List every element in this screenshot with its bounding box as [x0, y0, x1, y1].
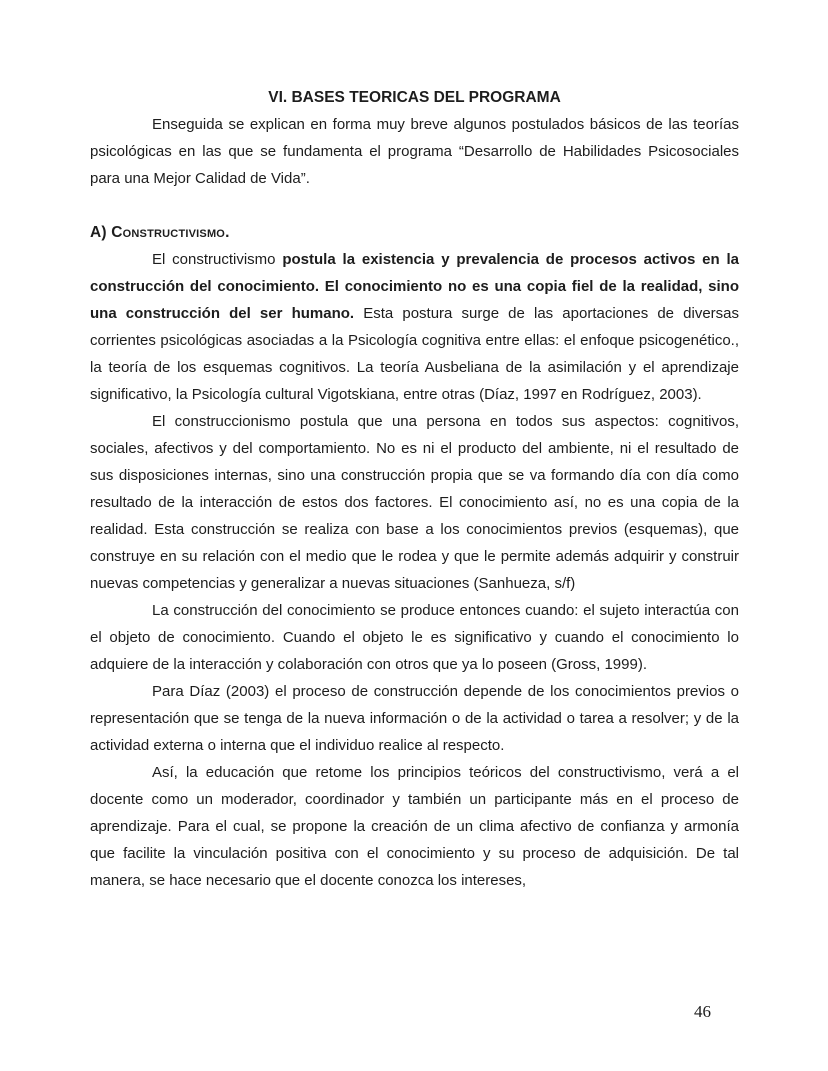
paragraph-5	[90, 678, 739, 759]
page-number: 46	[694, 1002, 711, 1021]
paragraph-6	[90, 759, 739, 894]
body-text: La construcción del conocimiento se produce entonces cuando: el sujeto interactúa con el objeto de conocimiento. Cuando el objeto le es significativo y cuando el conocimiento lo adquiere de la interacción y colaboración con otros que ya lo poseen (Gross, 1999).	[90, 602, 739, 673]
body-text: Para Díaz (2003) el proceso de construcción depende de los conocimientos previos o representación que se tenga de la nueva información o de la actividad o tarea a resolver; y de la actividad externa o interna que el individuo realice al respecto.	[90, 683, 739, 754]
body-text: El construccionismo postula que una persona en todos sus aspectos: cognitivos, sociales, afectivos y del comportamiento. No es ni el producto del ambiente, ni el resultado de sus disposiciones internas, sino una construcción propia que se va formando día con día como resultado de la interacción de estos dos factores. El conocimiento así, no es una copia de la realidad. Esta construcción se realiza con base a los conocimientos previos (esquemas), que construye en su relación con el medio que le rodea y que le permite además adquirir y construir nuevas competencias y generalizar a nuevas situaciones (Sanhueza, s/f)	[90, 413, 739, 592]
body-text: Así, la educación que retome los principios teóricos del constructivismo, verá a el docente como un moderador, coordinador y también un participante más en el proceso de aprendizaje. Para el cual, se propone la creación de un clima afectivo de confianza y armonía que facilite la vinculación positiva con el conocimiento y su proceso de adquisición. De tal manera, se hace necesario que el docente conozca los intereses,	[90, 764, 739, 889]
document-body	[90, 111, 739, 894]
paragraph-4	[90, 597, 739, 678]
paragraph-3	[90, 408, 739, 597]
body-text: El constructivismo	[152, 251, 283, 268]
body-text: Esta postura surge de las aportaciones de diversas corrientes psicológicas asociadas a la Psicología cognitiva entre ellas: el enfoque psicogenético., la teoría de los esquemas cognitivos. La teoría Ausbeliana de la asimilación y el aprendizaje significativo, la Psicología cultural Vigotskiana, entre otras (Díaz, 1997 en Rodríguez, 2003).	[90, 305, 739, 403]
text-column	[90, 84, 739, 894]
section-heading: A) Constructivismo.	[90, 224, 230, 241]
page-title: VI. BASES TEORICAS DEL PROGRAMA	[268, 89, 561, 106]
paragraph-0	[90, 111, 739, 192]
bold-text: postula la existencia y prevalencia de procesos activos en la construcción del conocimiento. El conocimiento no es una copia fiel de la realidad, sino una construcción del ser humano.	[90, 251, 739, 322]
paragraph-2	[90, 246, 739, 408]
body-text: Enseguida se explican en forma muy breve algunos postulados básicos de las teorías psicológicas en las que se fundamenta el programa “Desarrollo de Habilidades Psicosociales para una Mejor Calidad de Vida”.	[90, 116, 739, 187]
